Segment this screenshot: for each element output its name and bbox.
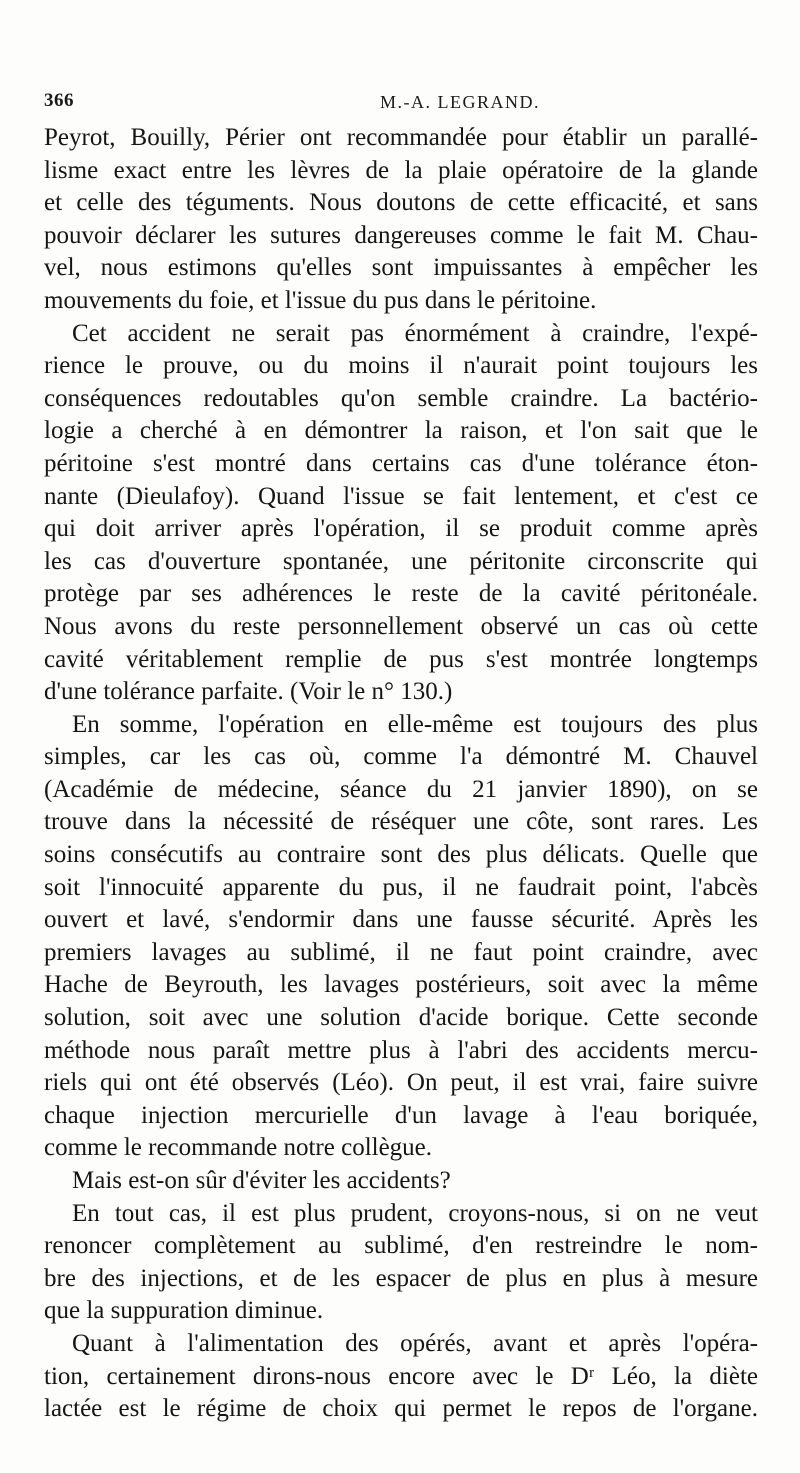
- text-line: premiers lavages au sublimé, il ne faut point craindre, avec: [44, 938, 758, 966]
- text-line: comme le recommande notre collègue.: [44, 1134, 433, 1162]
- text-line: simples, car les cas où, comme l'a démontré M. Chauvel: [44, 743, 758, 771]
- text-line: Peyrot, Bouilly, Périer ont recommandée pour établir un parallé-: [44, 124, 758, 151]
- page-number: 366: [44, 90, 74, 111]
- text-line: bre des injections, et de les espacer de plus en plus à mesure: [44, 1264, 758, 1292]
- text-line: Quant à l'alimentation des opérés, avant et après l'opéra-: [72, 1329, 758, 1357]
- text-line: renoncer complètement au sublimé, d'en restreindre le nom-: [44, 1232, 758, 1260]
- text-line: cavité véritablement remplie de pus s'est montrée longtemps: [44, 645, 758, 673]
- text-line: et celle des téguments. Nous doutons de cette efficacité, et sans: [44, 189, 758, 217]
- text-line: Mais est-on sûr d'éviter les accidents?: [72, 1167, 451, 1194]
- text-line: Nous avons du reste personnellement observé un cas où cette: [44, 612, 758, 640]
- text-line: solution, soit avec une solution d'acide borique. Cette seconde: [44, 1004, 758, 1032]
- text-line: soins consécutifs au contraire sont des plus délicats. Quelle que: [44, 841, 758, 869]
- text-line: tion, certainement dirons-nous encore avec le Dʳ Léo, la diète: [44, 1362, 758, 1390]
- text-line: Cet accident ne serait pas énormément à craindre, l'expé-: [72, 319, 758, 347]
- text-line: lactée est le régime de choix qui permet le repos de l'organe.: [44, 1395, 758, 1423]
- text-line: ouvert et lavé, s'endormir dans une fausse sécurité. Après les: [44, 906, 758, 934]
- text-line: trouve dans la nécessité de réséquer une côte, sont rares. Les: [44, 808, 758, 836]
- text-line: pouvoir déclarer les sutures dangereuses comme le fait M. Chau-: [44, 221, 758, 249]
- text-line: lisme exact entre les lèvres de la plaie opératoire de la glande: [44, 156, 758, 184]
- text-line: En tout cas, il est plus prudent, croyons-nous, si on ne veut: [72, 1199, 758, 1227]
- text-line: soit l'innocuité apparente du pus, il ne faudrait point, l'abcès: [44, 873, 758, 901]
- text-line: protège par ses adhérences le reste de la cavité péritonéale.: [44, 580, 758, 608]
- text-line: chaque injection mercurielle d'un lavage à l'eau boriquée,: [44, 1101, 758, 1129]
- text-line: qui doit arriver après l'opération, il se produit comme après: [44, 515, 758, 543]
- text-line: que la suppuration diminue.: [44, 1297, 324, 1325]
- text-line: rience le prouve, ou du moins il n'aurait point toujours les: [44, 352, 758, 380]
- text-line: Hache de Beyrouth, les lavages postérieurs, soit avec la même: [44, 971, 758, 999]
- text-line: (Académie de médecine, séance du 21 janvier 1890), on se: [44, 775, 758, 803]
- text-line: les cas d'ouverture spontanée, une péritonite circonscrite qui: [44, 547, 758, 575]
- text-line: riels qui ont été observés (Léo). On peut, il est vrai, faire suivre: [44, 1069, 758, 1097]
- text-line: vel, nous estimons qu'elles sont impuissantes à empêcher les: [44, 254, 758, 282]
- text-line: logie a cherché à en démontrer la raison, et l'on sait que le: [44, 417, 758, 445]
- text-line: mouvements du foie, et l'issue du pus dans le péritoine.: [44, 286, 597, 314]
- text-line: méthode nous paraît mettre plus à l'abri des accidents mercu-: [44, 1036, 758, 1064]
- text-line: d'une tolérance parfaite. (Voir le n° 130.): [44, 678, 453, 706]
- text-line: nante (Dieulafoy). Quand l'issue se fait lentement, et c'est ce: [44, 482, 758, 510]
- text-line: péritoine s'est montré dans certains cas d'une tolérance éton-: [44, 449, 758, 477]
- text-line: En somme, l'opération en elle-même est toujours des plus: [72, 710, 758, 738]
- page-header: [44, 90, 758, 116]
- body-text: [44, 122, 758, 1426]
- text-line: conséquences redoutables qu'on semble craindre. La bactério-: [44, 384, 758, 412]
- running-head: M.-A. LEGRAND.: [380, 92, 540, 112]
